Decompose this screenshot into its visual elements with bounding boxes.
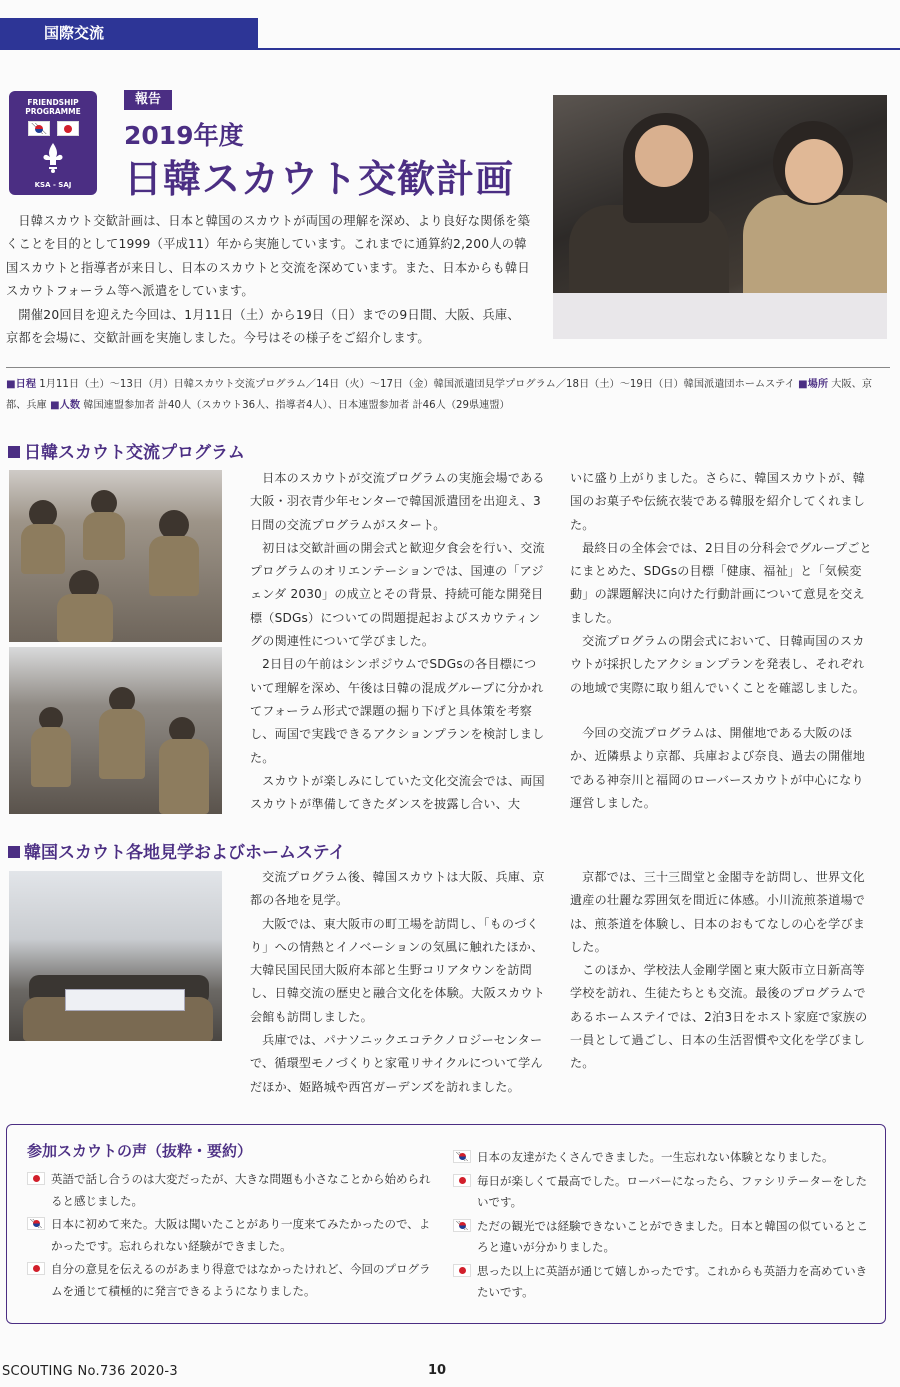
- badge-title: [9, 98, 97, 116]
- friendship-programme-badge: [9, 91, 97, 195]
- voice-text: 日本に初めて来た。大阪は聞いたことがあり一度来てみたかったので、よかったです。忘れられない経験ができました。: [51, 1217, 431, 1253]
- paragraph: 初日は交歓計画の開会式と歓迎夕食会を行い、交流プログラムのオリエンテーションでは、国連の「アジェンダ 2030」の成立とその背景、持続可能な開発目標（SDGs）についての問題提起およびスカウティングの関連性について学びました。: [250, 540, 545, 649]
- scout-voices-box: [6, 1124, 886, 1324]
- page-number: 10: [428, 1363, 447, 1378]
- voice-text: 自分の意見を伝えるのがあまり得意ではなかったけれど、今回のプログラムを通じて積極的に発言できるようになりました。: [51, 1262, 431, 1298]
- paragraph: 兵庫では、パナソニックエコテクノロジーセンターで、循環型モノづくりと家電リサイクルについて学んだほか、姫路城や西宮ガーデンズを訪れました。: [250, 1033, 543, 1094]
- section1-heading: [8, 438, 245, 463]
- korea-flag-icon: [28, 121, 50, 136]
- people-label: ■人数: [50, 400, 81, 411]
- divider: [6, 367, 890, 368]
- section1-column2: [570, 467, 876, 815]
- korea-flag-icon: [453, 1219, 471, 1232]
- voice-text: 毎日が楽しくて最高でした。ローバーになったら、ファシリテーターをしたいです。: [477, 1173, 867, 1209]
- section2-column1: [250, 866, 547, 1099]
- voice-item: [453, 1171, 873, 1214]
- magazine-issue: SCOUTING No.736 2020-3: [2, 1364, 178, 1379]
- voice-item: [27, 1214, 435, 1257]
- place-label: ■場所: [798, 379, 829, 390]
- paragraph: 交流プログラム後、韓国スカウトは大阪、兵庫、京都の各地を見学。: [250, 870, 545, 908]
- paragraph: このほか、学校法人金剛学園と東大阪市立日新高等学校を訪れ、生徒たちとも交流。最後のプログラムであるホームステイでは、2泊3日をホスト家庭で家族の一員として過ごし、日本の生活習慣や文化を学びました。: [570, 963, 868, 1071]
- voice-text: 思った以上に英語が通じて嬉しかったです。これからも英語力を高めていきたいです。: [477, 1263, 868, 1299]
- lead-paragraph: 開催20回目を迎えた今回は、1月11日（土）から19日（日）までの9日間、大阪、兵庫、京都を会場に、交歓計画を実施しました。今号はその様子をご紹介します。: [6, 307, 520, 346]
- voices-title: 参加スカウトの声（抜粋・要約）: [27, 1142, 253, 1160]
- headline-title: 日韓スカウト交歓計画: [124, 157, 515, 201]
- voice-item: [27, 1259, 435, 1302]
- voices-left-column: [27, 1169, 435, 1304]
- section2-column2: [570, 866, 876, 1076]
- section-rule: [0, 48, 900, 50]
- paragraph: 今回の交流プログラムは、開催地である大阪のほか、近隣県より京都、兵庫および奈良、過去の開催地である神奈川と福岡のローバースカウトが中心になり運営しました。: [570, 725, 866, 810]
- lead-text: [6, 210, 532, 350]
- voice-text: ただの観光では経験できないことができました。日本と韓国の似ているところと違いが分かりました。: [477, 1218, 868, 1254]
- voice-text: 英語で話し合うのは大変だったが、大きな問題も小さなことから始められると感じました。: [51, 1172, 431, 1208]
- voice-item: [27, 1169, 435, 1212]
- section-tab: 国際交流: [0, 18, 258, 48]
- lead-paragraph: 日韓スカウト交歓計画は、日本と韓国のスカウトが両国の理解を深め、より良好な関係を築くことを目的として1999（平成11）年から実施しています。これまでに通算約2,200人の韓国スカウトと指導者が来日し、日本のスカウトと交流を深めています。また、日本からも韓日スカウトフォーラム等へ派遣をしています。: [6, 214, 531, 299]
- paragraph: 京都では、三十三間堂と金閣寺を訪問し、世界文化遺産の壮麗な雰囲気を間近に体感。小川流煎茶道場では、煎茶道を体験し、日本のおもてなしの心を学びました。: [570, 870, 866, 954]
- date-text: 1月11日（土）～13日（月）日韓スカウト交流プログラム／14日（火）～17日（金）韓国派遣団見学プログラム／18日（土）～19日（日）韓国派遣団ホームステイ: [39, 379, 795, 390]
- paragraph: 最終日の全体会では、2日目の分科会でグループごとにまとめた、SDGsの目標「健康、福祉」と「気候変動」の課題解決に向けた行動計画について意見を交えました。: [570, 540, 872, 625]
- paragraph: 日本のスカウトが交流プログラムの実施会場である大阪・羽衣青少年センターで韓国派遣団を出迎え、3日間の交流プログラムがスタート。: [250, 471, 545, 532]
- headline-year: 2019年度: [124, 121, 244, 150]
- japan-flag-icon: [27, 1172, 45, 1185]
- square-bullet-icon: [8, 846, 20, 858]
- badge-flags: [9, 121, 97, 136]
- square-bullet-icon: [8, 446, 20, 458]
- paragraph: 大阪では、東大阪市の町工場を訪問し、「ものづくり」への情熱とイノベーションの気風に触れたほか、大韓民国民団大阪府本部と生野コリアタウンを訪問し、日韓交流の歴史と融合文化を体験。大阪スカウト会館も訪問しました。: [250, 916, 546, 1024]
- japan-flag-icon: [57, 121, 79, 136]
- photo-exchange-session: [9, 470, 222, 642]
- section1-heading-text: 日韓スカウト交流プログラム: [24, 443, 245, 463]
- report-tag: 報告: [124, 90, 172, 110]
- scout-emblem-icon: [38, 141, 68, 175]
- voice-item: [453, 1261, 873, 1304]
- schedule-info: [6, 374, 890, 416]
- section2-heading-text: 韓国スカウト各地見学およびホームステイ: [24, 843, 346, 863]
- place-text: 大阪、京都、兵庫: [6, 379, 873, 411]
- badge-title-line1: FRIENDSHIP: [27, 98, 79, 107]
- paragraph: スカウトが楽しみにしていた文化交流会では、両国スカウトが準備してきたダンスを披露し合い、大: [250, 773, 545, 812]
- section2-heading: [8, 838, 345, 863]
- people-text: 韓国連盟参加者 計40人（スカウト36人、指導者4人）、日本連盟参加者 計46人（29県連盟）: [83, 400, 510, 411]
- japan-flag-icon: [27, 1262, 45, 1275]
- voices-right-column: [453, 1147, 873, 1306]
- japan-flag-icon: [453, 1264, 471, 1277]
- japan-flag-icon: [453, 1174, 471, 1187]
- date-label: ■日程: [6, 379, 37, 390]
- korea-flag-icon: [453, 1150, 471, 1163]
- hero-photo: [553, 95, 887, 339]
- voice-item: [453, 1216, 873, 1259]
- photo-group-outing: [9, 871, 222, 1041]
- paragraph: 交流プログラムの閉会式において、日韓両国のスカウトが採択したアクションプランを発表し、それぞれの地域で実際に取り組んでいくことを確認しました。: [570, 634, 866, 695]
- badge-title-line2: PROGRAMME: [25, 107, 81, 116]
- voice-text: 日本の友達がたくさんできました。一生忘れない体験となりました。: [477, 1150, 834, 1164]
- paragraph: いに盛り上がりました。さらに、韓国スカウトが、韓国のお菓子や伝統衣装である韓服を紹介してくれました。: [570, 471, 866, 532]
- photo-forum-group: [9, 647, 222, 814]
- badge-code: KSA - SAJ: [34, 181, 72, 189]
- section1-column1: [250, 467, 547, 816]
- paragraph: 2日目の午前はシンポジウムでSDGsの各目標について理解を深め、午後は日韓の混成グループに分かれてフォーラム形式で課題の掘り下げと具体策を考察し、両国で実践できるアクションプランを検討しました。: [250, 657, 545, 765]
- korea-flag-icon: [27, 1217, 45, 1230]
- voice-item: [453, 1147, 873, 1169]
